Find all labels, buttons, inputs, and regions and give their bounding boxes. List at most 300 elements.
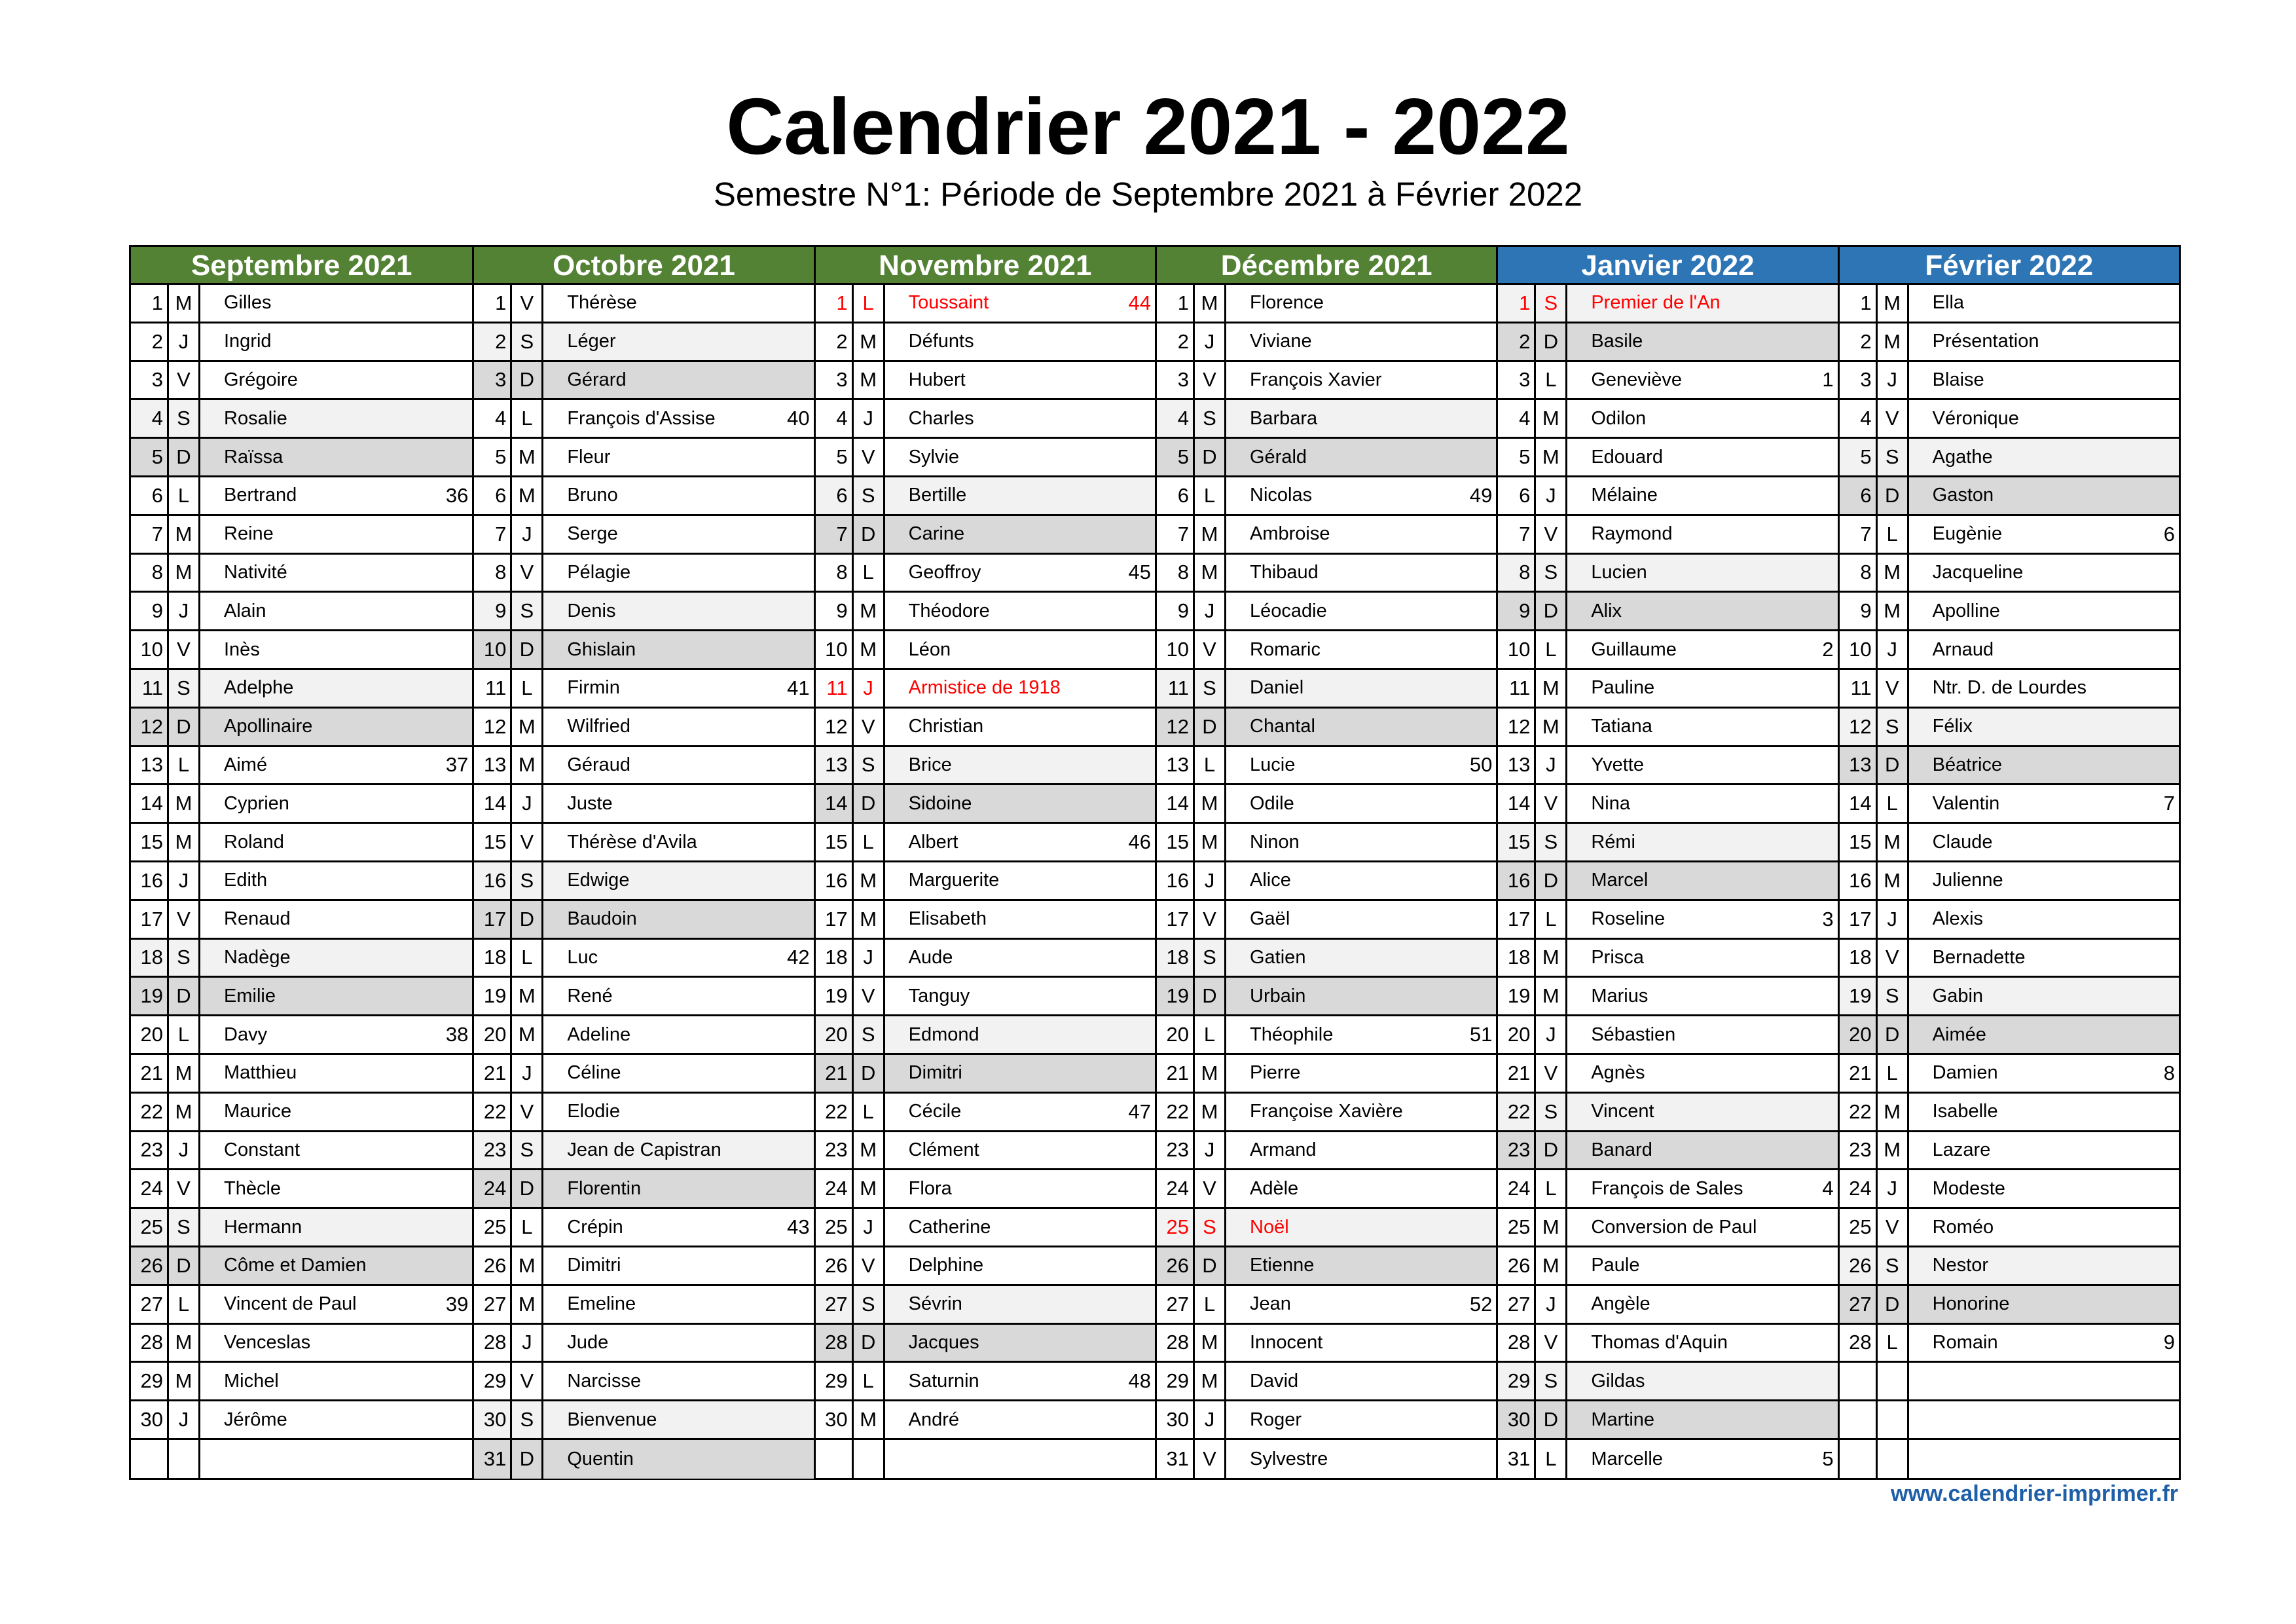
day-number: 6 (1840, 477, 1878, 514)
saint-name: Géraud (567, 754, 631, 775)
weekday-letter: J (1878, 901, 1909, 938)
weekday-letter: D (1195, 978, 1226, 1014)
weekday-letter: M (1195, 1325, 1226, 1361)
weekday-letter: M (1878, 555, 1909, 591)
day-row (1498, 1209, 1837, 1247)
day-row (474, 1247, 813, 1286)
day-row (1840, 362, 2179, 401)
saint-name: Pierre (1250, 1062, 1301, 1084)
day-number: 15 (1498, 824, 1536, 860)
day-number: 28 (474, 1325, 512, 1361)
saint-name: Présentation (1932, 331, 2039, 352)
week-number: 7 (2163, 792, 2175, 815)
weekday-letter: V (1195, 901, 1226, 938)
weekday-letter: V (1195, 362, 1226, 399)
weekday-letter: M (1878, 593, 1909, 629)
weekday-letter: V (169, 631, 200, 668)
weekday-letter: D (1195, 439, 1226, 475)
day-number: 24 (474, 1170, 512, 1207)
saint-name: Nadège (200, 940, 472, 976)
weekday-letter: S (512, 862, 543, 899)
day-row (1157, 362, 1496, 401)
day-row (474, 516, 813, 555)
day-number: 8 (1498, 555, 1536, 591)
weekday-letter: L (854, 555, 885, 591)
saint-name: Alice (1250, 870, 1291, 891)
saint-name: Julienne (1932, 870, 2003, 891)
day-row (1498, 940, 1837, 978)
weekday-letter: D (512, 1170, 543, 1207)
day-number: 3 (131, 362, 169, 399)
day-row (131, 1286, 472, 1325)
saint-name: Roland (224, 831, 284, 853)
weekday-letter: M (1536, 709, 1567, 745)
weekday-letter: M (1536, 1247, 1567, 1284)
week-number: 36 (445, 483, 469, 507)
day-number: 28 (1840, 1325, 1878, 1361)
day-number: 7 (1498, 516, 1536, 553)
saint-name: Rosalie (200, 400, 472, 437)
week-number: 9 (2163, 1331, 2175, 1354)
saint-name: Agathe (1909, 439, 2179, 475)
day-row (816, 1247, 1155, 1286)
day-row (816, 1016, 1155, 1055)
week-number: 46 (1128, 830, 1151, 854)
day-number: 21 (474, 1055, 512, 1092)
day-number: 1 (474, 285, 512, 322)
month-header: Novembre 2021 (816, 247, 1155, 285)
day-number: 8 (1157, 555, 1195, 591)
week-number: 3 (1822, 907, 1834, 931)
saint-name: Basile (1567, 323, 1837, 360)
day-number: 16 (1498, 862, 1536, 899)
weekday-letter: V (169, 901, 200, 938)
weekday-letter: L (1195, 1286, 1226, 1323)
weekday-letter: J (1878, 631, 1909, 668)
week-number: 41 (787, 676, 810, 699)
saint-name: Saturnin (908, 1370, 979, 1392)
day-number: 21 (816, 1055, 854, 1092)
saint-name: Thérèse (567, 292, 637, 314)
day-number: 26 (1840, 1247, 1878, 1284)
weekday-letter: V (512, 1094, 543, 1130)
saint-name: Hermann (200, 1209, 472, 1246)
weekday-letter: M (1195, 785, 1226, 822)
weekday-letter: M (512, 439, 543, 475)
day-number: 29 (131, 1363, 169, 1399)
saint-name: Gabin (1909, 978, 2179, 1014)
day-number: 16 (1157, 862, 1195, 899)
weekday-letter: J (512, 1055, 543, 1092)
day-number: 16 (131, 862, 169, 899)
weekday-letter: M (169, 555, 200, 591)
day-number: 10 (1498, 631, 1536, 668)
day-number: 10 (474, 631, 512, 668)
weekday-letter: V (1878, 940, 1909, 976)
website-link[interactable]: www.calendrier-imprimer.fr (1891, 1481, 2178, 1506)
day-row (1498, 362, 1837, 401)
weekday-letter: J (1536, 477, 1567, 514)
day-number: 6 (131, 477, 169, 514)
day-row (1498, 978, 1837, 1016)
day-number: 13 (816, 747, 854, 784)
empty-row (1840, 1440, 2179, 1479)
saint-name: Jérôme (224, 1409, 287, 1430)
weekday-letter: S (1536, 285, 1567, 322)
day-number: 22 (1157, 1094, 1195, 1130)
weekday-letter: V (512, 555, 543, 591)
weekday-letter: M (1195, 516, 1226, 553)
day-number: 11 (1157, 670, 1195, 707)
day-row (1157, 978, 1496, 1016)
weekday-letter: L (512, 1209, 543, 1246)
weekday-letter: D (169, 709, 200, 745)
day-number: 20 (1157, 1016, 1195, 1053)
day-number: 5 (474, 439, 512, 475)
day-row (816, 670, 1155, 709)
saint-name: Matthieu (224, 1062, 297, 1084)
weekday-letter (1878, 1401, 1909, 1438)
weekday-letter: J (1878, 362, 1909, 399)
saint-name: Ghislain (543, 631, 813, 668)
weekday-letter: L (1195, 747, 1226, 784)
week-number: 45 (1128, 561, 1151, 584)
day-row (816, 1286, 1155, 1325)
day-number: 17 (1498, 901, 1536, 938)
saint-name: Gaël (1250, 908, 1290, 930)
day-number: 15 (1157, 824, 1195, 860)
day-row (1840, 1094, 2179, 1132)
saint-name: Edith (224, 870, 268, 891)
saint-name: Thomas d'Aquin (1591, 1331, 1728, 1353)
day-number: 7 (474, 516, 512, 553)
day-row (474, 1401, 813, 1440)
weekday-letter: M (1195, 285, 1226, 322)
weekday-letter: V (1878, 670, 1909, 707)
weekday-letter: M (854, 1170, 885, 1207)
weekday-letter: M (1536, 439, 1567, 475)
saint-name: Sylvestre (1250, 1448, 1328, 1469)
day-row (1157, 1325, 1496, 1363)
month-column (814, 247, 1155, 1478)
day-number: 7 (1840, 516, 1878, 553)
day-row (474, 978, 813, 1016)
day-number: 18 (131, 940, 169, 976)
day-row (1498, 785, 1837, 824)
day-number: 22 (816, 1094, 854, 1130)
day-number: 12 (1157, 709, 1195, 745)
day-row (474, 400, 813, 439)
weekday-letter: D (854, 1325, 885, 1361)
day-number: 23 (1840, 1132, 1878, 1169)
day-row (1498, 862, 1837, 901)
saint-name: Sévrin (885, 1286, 1155, 1323)
day-number: 22 (474, 1094, 512, 1130)
day-number: 4 (816, 400, 854, 437)
day-number: 15 (816, 824, 854, 860)
saint-name: Modeste (1932, 1177, 2005, 1199)
saint-name: Aimée (1909, 1016, 2179, 1053)
day-row (474, 1016, 813, 1055)
day-row (131, 323, 472, 362)
weekday-letter: S (854, 477, 885, 514)
day-row (1157, 1440, 1496, 1479)
saint-name: Ella (1932, 292, 1965, 314)
day-row (1157, 1094, 1496, 1132)
saint-name: Armand (1250, 1139, 1317, 1160)
day-row (131, 439, 472, 477)
weekday-letter: L (854, 1094, 885, 1130)
day-row (816, 323, 1155, 362)
saint-name: Roger (1250, 1409, 1302, 1430)
day-row (816, 1363, 1155, 1401)
day-row (1157, 555, 1496, 593)
day-row (1498, 516, 1837, 555)
week-number: 6 (2163, 522, 2175, 545)
day-row (1840, 1132, 2179, 1171)
saint-name: Flora (908, 1177, 952, 1199)
weekday-letter: V (854, 709, 885, 745)
weekday-letter: M (1195, 1363, 1226, 1399)
weekday-letter: M (854, 323, 885, 360)
weekday-letter: D (1536, 323, 1567, 360)
day-number: 5 (816, 439, 854, 475)
saint-name: Roméo (1932, 1216, 1994, 1238)
day-row (816, 439, 1155, 477)
saint-name: Sidoine (885, 785, 1155, 822)
weekday-letter: L (854, 285, 885, 322)
day-row (131, 631, 472, 670)
day-number: 10 (816, 631, 854, 668)
weekday-letter: S (1195, 940, 1226, 976)
saint-name: Marguerite (908, 870, 1000, 891)
day-number: 23 (816, 1132, 854, 1169)
day-number: 26 (131, 1247, 169, 1284)
saint-name: Nicolas (1250, 485, 1313, 506)
day-row (1840, 1209, 2179, 1247)
day-row (1157, 285, 1496, 323)
day-row (1498, 670, 1837, 709)
day-row (1157, 323, 1496, 362)
saint-name: Aimé (224, 754, 268, 775)
weekday-letter: J (169, 1132, 200, 1169)
saint-name: François Xavier (1250, 369, 1382, 390)
weekday-letter: L (1878, 1055, 1909, 1092)
month-column (1155, 247, 1496, 1478)
weekday-letter: M (854, 631, 885, 668)
saint-name: Thècle (224, 1177, 282, 1199)
day-number: 17 (1157, 901, 1195, 938)
day-row (1157, 940, 1496, 978)
saint-name: Fleur (567, 446, 611, 468)
day-row (1157, 1170, 1496, 1209)
day-number: 8 (474, 555, 512, 591)
saint-name: Quentin (543, 1440, 813, 1479)
day-number: 4 (1157, 400, 1195, 437)
weekday-letter: M (854, 862, 885, 899)
saint-name: Conversion de Paul (1591, 1216, 1757, 1238)
saint-name: Théodore (908, 600, 990, 621)
saint-name: Adelphe (200, 670, 472, 707)
day-number: 15 (131, 824, 169, 860)
month-column (1838, 247, 2179, 1478)
weekday-letter: L (1195, 477, 1226, 514)
week-number: 47 (1128, 1099, 1151, 1123)
weekday-letter: J (1536, 1286, 1567, 1323)
saint-name: Vincent de Paul (224, 1293, 357, 1315)
weekday-letter: V (1878, 400, 1909, 437)
weekday-letter: V (1195, 631, 1226, 668)
day-number: 14 (474, 785, 512, 822)
empty-row (131, 1440, 472, 1479)
weekday-letter: D (1536, 1132, 1567, 1169)
saint-name: Dimitri (567, 1255, 621, 1276)
day-number: 20 (474, 1016, 512, 1053)
weekday-letter: D (169, 978, 200, 1014)
day-number: 24 (1840, 1170, 1878, 1207)
day-number (131, 1440, 169, 1479)
weekday-letter: J (512, 785, 543, 822)
day-row (1157, 593, 1496, 631)
day-number: 30 (131, 1401, 169, 1438)
day-number: 29 (1498, 1363, 1536, 1399)
day-row (816, 862, 1155, 901)
weekday-letter: D (512, 1440, 543, 1479)
weekday-letter: V (854, 1247, 885, 1284)
saint-name: Brice (885, 747, 1155, 784)
day-number: 30 (1157, 1401, 1195, 1438)
day-number: 13 (1840, 747, 1878, 784)
day-row (1157, 1016, 1496, 1055)
saint-name: Léon (908, 638, 951, 660)
saint-name: Barbara (1226, 400, 1496, 437)
day-number: 1 (1498, 285, 1536, 322)
day-row (474, 670, 813, 709)
day-row (1157, 439, 1496, 477)
weekday-letter: D (1195, 709, 1226, 745)
day-number: 24 (131, 1170, 169, 1207)
month-header: Octobre 2021 (474, 247, 813, 285)
saint-name: Dimitri (885, 1055, 1155, 1092)
weekday-letter: L (854, 1363, 885, 1399)
day-row (816, 1055, 1155, 1094)
saint-name: Juste (567, 792, 613, 814)
weekday-letter: V (169, 362, 200, 399)
saint-name: Narcisse (567, 1370, 642, 1392)
day-number: 14 (816, 785, 854, 822)
saint-name: Chantal (1226, 709, 1496, 745)
weekday-letter: L (1878, 1325, 1909, 1361)
saint-name: Lazare (1932, 1139, 1991, 1160)
week-number: 43 (787, 1215, 810, 1239)
weekday-letter: M (169, 824, 200, 860)
day-row (131, 1401, 472, 1440)
saint-name: Léger (543, 323, 813, 360)
day-row (816, 1132, 1155, 1171)
weekday-letter: D (1536, 862, 1567, 899)
day-number: 9 (1840, 593, 1878, 629)
saint-name: Isabelle (1932, 1101, 1998, 1122)
weekday-letter: V (854, 978, 885, 1014)
saint-name: Côme et Damien (200, 1247, 472, 1284)
day-row (131, 516, 472, 555)
day-row (816, 785, 1155, 824)
day-row (1498, 1132, 1837, 1171)
saint-name: Gérard (543, 362, 813, 399)
saint-name (1909, 1363, 2179, 1399)
day-row (1498, 709, 1837, 747)
saint-name: Alix (1567, 593, 1837, 629)
saint-name: Mélaine (1591, 485, 1658, 506)
weekday-letter: M (169, 516, 200, 553)
day-number: 3 (1498, 362, 1536, 399)
day-number: 17 (131, 901, 169, 938)
day-row (131, 862, 472, 901)
calendar-grid (129, 245, 2181, 1480)
saint-name: Félix (1909, 709, 2179, 745)
day-number: 26 (1498, 1247, 1536, 1284)
day-row (474, 631, 813, 670)
day-row (474, 709, 813, 747)
day-row (816, 1094, 1155, 1132)
day-row (474, 593, 813, 631)
day-row (1498, 477, 1837, 516)
weekday-letter: J (1878, 1170, 1909, 1207)
day-number: 31 (1157, 1440, 1195, 1479)
day-row (1840, 1170, 2179, 1209)
saint-name: Raymond (1591, 523, 1673, 545)
day-number: 27 (1840, 1286, 1878, 1323)
weekday-letter: S (169, 400, 200, 437)
weekday-letter: M (1878, 1094, 1909, 1130)
day-number: 22 (1840, 1094, 1878, 1130)
day-row (1498, 1055, 1837, 1094)
day-number: 22 (131, 1094, 169, 1130)
saint-name: Renaud (224, 908, 291, 930)
empty-row (1840, 1363, 2179, 1401)
weekday-letter: V (1195, 1440, 1226, 1479)
day-row (816, 709, 1155, 747)
weekday-letter: M (169, 1325, 200, 1361)
weekday-letter: M (169, 1094, 200, 1130)
day-row (1498, 1363, 1837, 1401)
day-row (131, 1094, 472, 1132)
day-row (131, 785, 472, 824)
saint-name: Thérèse d'Avila (567, 831, 697, 853)
day-row (1498, 824, 1837, 862)
day-row (1498, 1170, 1837, 1209)
weekday-letter: M (512, 1247, 543, 1284)
saint-name: Luc (567, 946, 598, 968)
weekday-letter: M (169, 785, 200, 822)
day-row (474, 1440, 813, 1479)
day-number: 13 (474, 747, 512, 784)
saint-name: Albert (908, 831, 958, 853)
saint-name: Catherine (908, 1216, 991, 1238)
day-row (1157, 400, 1496, 439)
weekday-letter: M (512, 1016, 543, 1053)
weekday-letter: S (512, 1132, 543, 1169)
day-number: 7 (131, 516, 169, 553)
weekday-letter: J (1195, 862, 1226, 899)
saint-name: Agnès (1591, 1062, 1645, 1084)
saint-name: Christian (908, 716, 984, 737)
weekday-letter: D (1878, 1016, 1909, 1053)
month-header: Janvier 2022 (1498, 247, 1837, 285)
day-row (1498, 593, 1837, 631)
day-row (816, 901, 1155, 940)
saint-name: Emilie (200, 978, 472, 1014)
